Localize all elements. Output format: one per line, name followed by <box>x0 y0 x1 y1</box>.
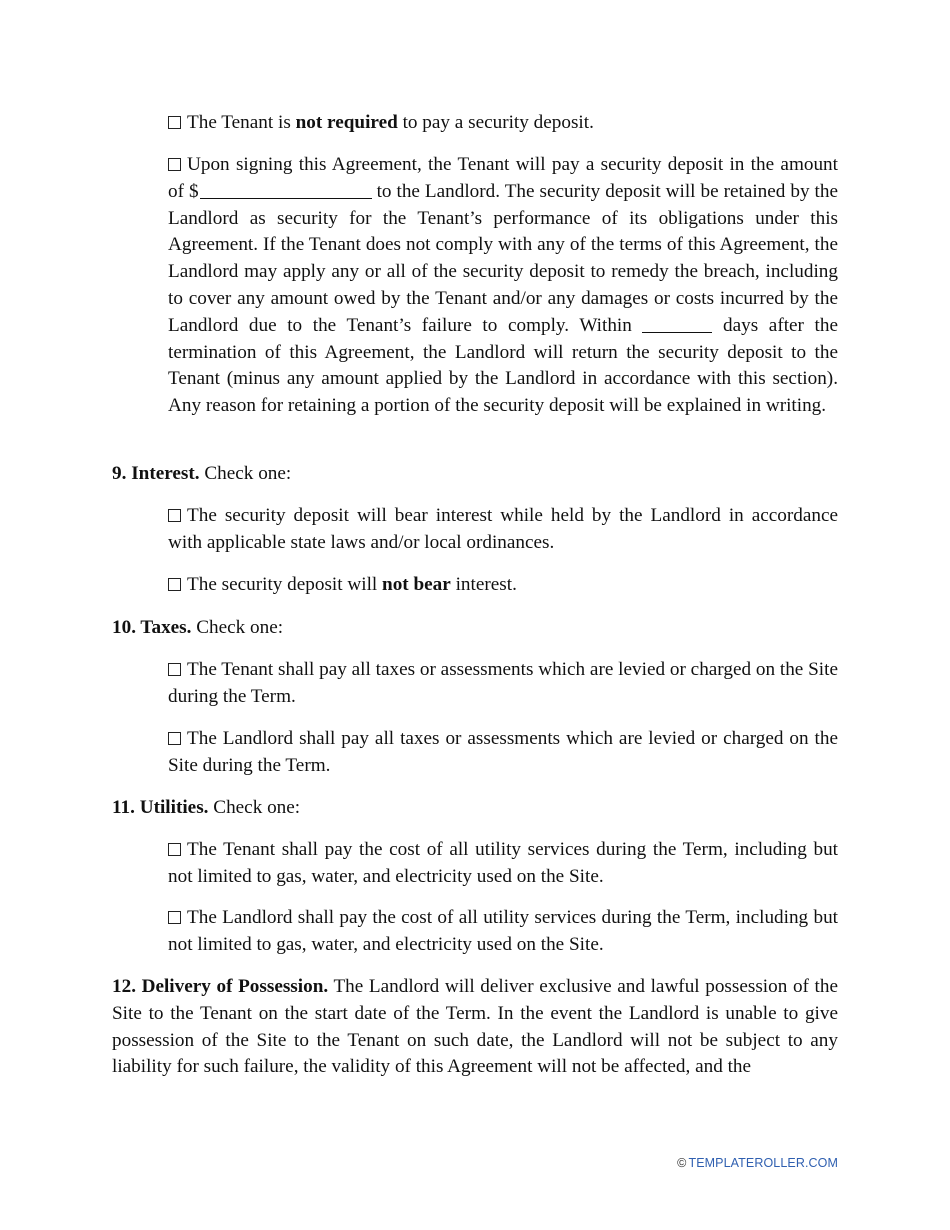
utilities-option-tenant: The Tenant shall pay the cost of all utility services during the Term, including but not limited to gas, water, and electricity used on the Site. <box>168 839 838 887</box>
copyright-icon: © <box>677 1156 687 1170</box>
checkbox-icon[interactable] <box>168 116 181 129</box>
footer-watermark <box>677 1156 838 1170</box>
checkbox-icon[interactable] <box>168 663 181 676</box>
taxes-option-tenant: The Tenant shall pay all taxes or assessments which are levied or charged on the Site during the Term. <box>168 659 838 707</box>
section-delivery-of-possession: 12. Delivery of Possession. The Landlord will deliver exclusive and lawful possession of the Site to the Tenant on the start date of the Term. In the event the Landlord is unable to give possession of the Site to the Tenant on such date, the Landlord will not be subject to any liability for such failure, the validity of this Agreement will not be affected, and the <box>112 976 838 1078</box>
interest-option-not-bear: The security deposit will not bear interest. <box>168 572 838 599</box>
section-heading-taxes: 10. Taxes. Check one: <box>112 617 284 638</box>
checkbox-icon[interactable] <box>168 911 181 924</box>
taxes-option-landlord: The Landlord shall pay all taxes or assessments which are levied or charged on the Site during the Term. <box>168 728 838 776</box>
return-days-blank[interactable] <box>642 314 712 333</box>
checkbox-icon[interactable] <box>168 578 181 591</box>
footer-brand-link[interactable]: TEMPLATEROLLER.COM <box>688 1156 838 1170</box>
section-heading-interest: 9. Interest. Check one: <box>112 463 292 484</box>
section-heading-utilities: 11. Utilities. Check one: <box>112 797 301 818</box>
interest-option-bear: The security deposit will bear interest while held by the Landlord in accordance with applicable state laws and/or local ordinances. <box>168 505 838 553</box>
checkbox-icon[interactable] <box>168 158 181 171</box>
checkbox-icon[interactable] <box>168 509 181 522</box>
deposit-option-required: Upon signing this Agreement, the Tenant will pay a security deposit in the amount of $ to the Landlord. The security deposit will be retained by the Landlord as security for the Tenant’s performance of its obligations under this Agreement. If the Tenant does not comply with any of the terms of this Agreement, the Landlord may apply any or all of the security deposit to remedy the breach, including to cover any amount owed by the Tenant and/or any damages or costs incurred by the Landlord due to the Tenant’s failure to comply. Within days after the termination of this Agreement, the Landlord will return the security deposit to the Tenant (minus any amount applied by the Landlord in accordance with this section). Any reason for retaining a portion of the security deposit will be explained in writing. <box>168 154 838 417</box>
utilities-option-landlord: The Landlord shall pay the cost of all utility services during the Term, including but not limited to gas, water, and electricity used on the Site. <box>168 907 838 955</box>
deposit-option-not-required: The Tenant is not required to pay a security deposit. <box>168 110 838 137</box>
checkbox-icon[interactable] <box>168 843 181 856</box>
checkbox-icon[interactable] <box>168 732 181 745</box>
deposit-amount-blank[interactable] <box>200 180 372 199</box>
